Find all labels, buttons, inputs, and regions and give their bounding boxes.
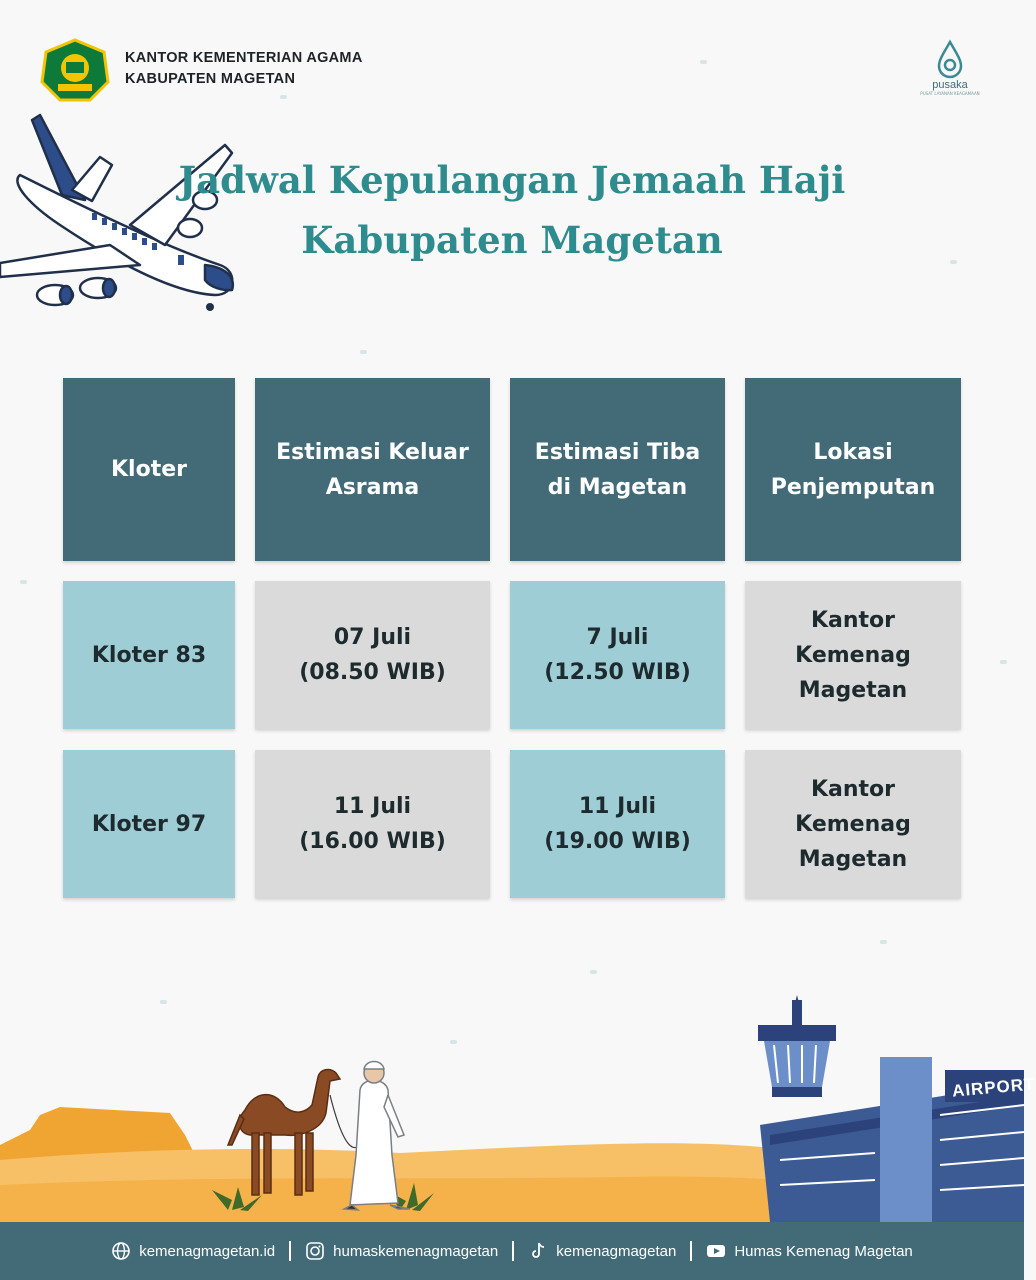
cell-text: Kantor Kemenag Magetan (795, 776, 911, 872)
tiktok-icon (528, 1241, 548, 1261)
background-speck (950, 260, 957, 264)
title-line-1: Jadwal Kepulangan Jemaah Haji (178, 158, 846, 202)
table-header-departure (255, 378, 490, 561)
footer-youtube-label: Humas Kemenag Magetan (734, 1242, 913, 1260)
footer-tiktok-label: kemenagmagetan (556, 1242, 677, 1260)
background-speck (280, 95, 287, 99)
footer-website-label: kemenagmagetan.id (139, 1242, 276, 1260)
title-line-2: Kabupaten Magetan (301, 218, 723, 262)
cell-text: 11 Juli (16.00 WIB) (299, 794, 446, 854)
table-header-arrival (510, 378, 725, 561)
background-speck (590, 970, 597, 974)
table-cell-location (745, 581, 961, 729)
header-label: Estimasi Keluar Asrama (276, 439, 469, 500)
pusaka-logo-text: pusaka (932, 79, 968, 91)
cell-text: Kloter 83 (91, 642, 207, 668)
table-cell-departure (255, 750, 490, 898)
pusaka-logo-tagline: PUSAT LAYANAN KEAGAMAAN (920, 91, 980, 96)
airport-sign: AIRPORT (951, 1074, 1036, 1101)
background-speck (20, 580, 27, 584)
org-line-2: KABUPATEN MAGETAN (125, 71, 296, 87)
table-cell-arrival (510, 750, 725, 898)
background-speck (360, 350, 367, 354)
kemenag-logo (40, 38, 110, 102)
background-speck (880, 940, 887, 944)
header-label: Kloter (111, 457, 187, 482)
desert-scene (0, 995, 1024, 1225)
organization-name (125, 48, 363, 90)
water-drop-icon (935, 40, 965, 78)
footer-divider (289, 1241, 291, 1261)
footer-website[interactable] (111, 1241, 275, 1261)
background-speck (700, 60, 707, 64)
table-cell-departure (255, 581, 490, 729)
table-cell-arrival (510, 581, 725, 729)
footer-instagram[interactable] (305, 1241, 498, 1261)
table-cell-kloter (63, 750, 235, 898)
cell-text: 7 Juli (12.50 WIB) (544, 625, 691, 685)
footer-bar (0, 1222, 1024, 1280)
table-header-kloter (63, 378, 235, 561)
pusaka-logo (920, 40, 980, 100)
footer-youtube[interactable] (706, 1241, 912, 1261)
background-speck (1000, 660, 1007, 664)
cell-text: 07 Juli (08.50 WIB) (299, 625, 446, 685)
footer-tiktok[interactable] (528, 1241, 676, 1261)
table-cell-kloter (63, 581, 235, 729)
footer-instagram-label: humaskemenagmagetan (333, 1242, 499, 1260)
youtube-icon (706, 1241, 726, 1261)
org-line-1: KANTOR KEMENTERIAN AGAMA (125, 50, 363, 66)
cell-text: 11 Juli (19.00 WIB) (544, 794, 691, 854)
instagram-icon (305, 1241, 325, 1261)
table-header-location (745, 378, 961, 561)
globe-icon (111, 1241, 131, 1261)
header-label: Estimasi Tiba di Magetan (534, 439, 701, 500)
page-title (140, 150, 884, 270)
cell-text: Kloter 97 (91, 811, 207, 837)
airport-building-icon (758, 995, 1024, 1222)
header-label: Lokasi Penjemputan (770, 439, 936, 500)
footer-divider (690, 1241, 692, 1261)
table-cell-location (745, 750, 961, 898)
footer-divider (512, 1241, 514, 1261)
cell-text: Kantor Kemenag Magetan (795, 607, 911, 703)
